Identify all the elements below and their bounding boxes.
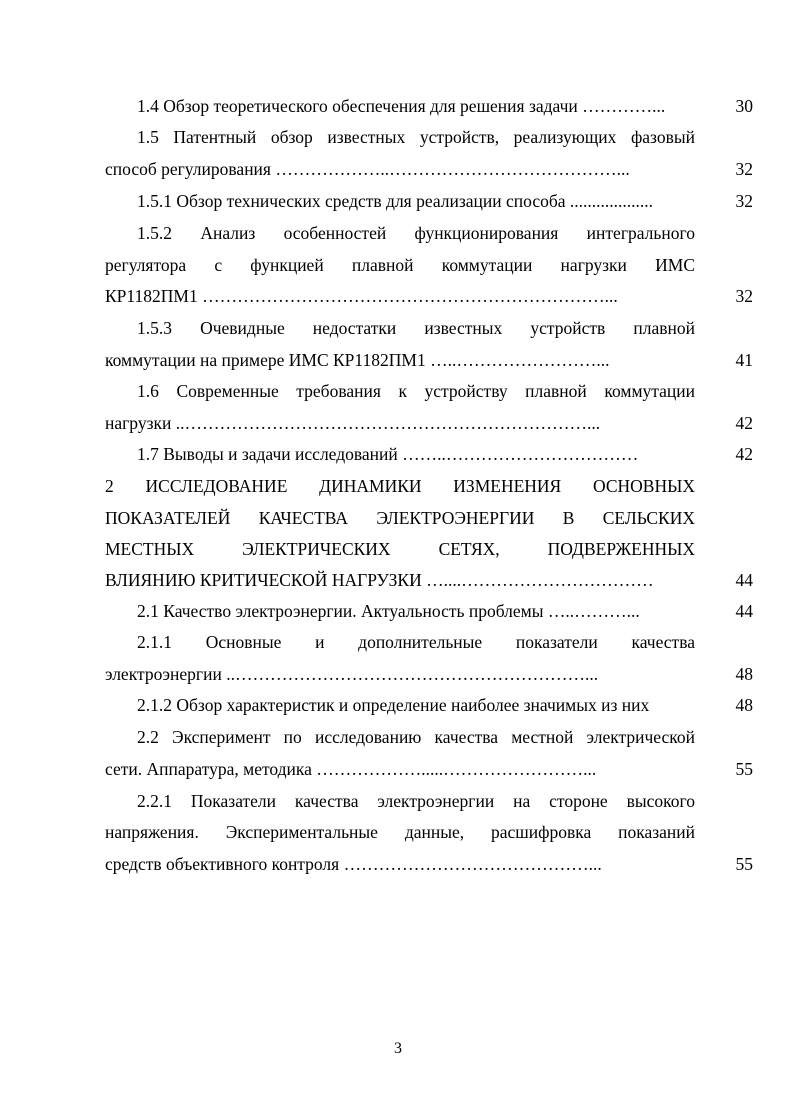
toc-page-number: 30 (735, 96, 753, 116)
toc-line: напряжения. Экспериментальные данные, расшифровка показаний (105, 822, 695, 842)
toc-line: 1.7 Выводы и задачи исследований ……..…………………………… (137, 444, 639, 464)
toc-line: сети. Аппаратура, методика ……………….....……………………... (105, 759, 597, 779)
toc-page-number: 44 (735, 601, 753, 621)
toc-line: КР1182ПМ1 ……………………………………………………………... (105, 286, 618, 306)
page-number: 3 (394, 1040, 402, 1057)
toc-page-number: 42 (735, 413, 753, 433)
toc-line: 1.5 Патентный обзор известных устройств, реализующих фазовый (137, 127, 695, 147)
toc-line: 2 ИССЛЕДОВАНИЕ ДИНАМИКИ ИЗМЕНЕНИЯ ОСНОВНЫХ (105, 476, 695, 496)
toc-line: МЕСТНЫХ ЭЛЕКТРИЧЕСКИХ СЕТЯХ, ПОДВЕРЖЕННЫХ (105, 539, 695, 559)
toc-page-number: 32 (735, 286, 753, 306)
toc-line: 2.1.2 Обзор характеристик и определение наиболее значимых из них (137, 695, 650, 715)
toc-line: 2.1 Качество электроэнергии. Актуальность проблемы …..………... (137, 601, 640, 621)
toc-line: 1.5.3 Очевидные недостатки известных устройств плавной (137, 318, 695, 338)
toc-line: 2.2 Эксперимент по исследованию качества местной электрической (137, 727, 695, 747)
toc-line: коммутации на примере ИМС КР1182ПМ1 …..……………………... (105, 350, 610, 370)
toc-line: способ регулирования ………………..…………………………………... (105, 159, 630, 179)
toc-page-number: 48 (735, 664, 753, 684)
toc-line: ВЛИЯНИЮ КРИТИЧЕСКОЙ НАГРУЗКИ …....…………………………… (105, 570, 654, 590)
toc-line: регулятора с функцией плавной коммутации нагрузки ИМС (105, 255, 695, 275)
toc-page-number: 41 (735, 350, 753, 370)
toc-page-number: 48 (735, 695, 753, 715)
toc-line: 1.5.2 Анализ особенностей функционирования интегрального (137, 223, 695, 243)
toc-line: ПОКАЗАТЕЛЕЙ КАЧЕСТВА ЭЛЕКТРОЭНЕРГИИ В СЕЛЬСКИХ (105, 508, 695, 528)
toc-line: 2.1.1 Основные и дополнительные показатели качества (137, 632, 695, 652)
toc-line: 1.5.1 Обзор технических средств для реализации способа ................... (137, 191, 654, 211)
toc-line: средств объективного контроля ……………………………………... (105, 854, 602, 874)
toc-line: 1.6 Современные требования к устройству плавной коммутации (137, 381, 695, 401)
toc-page-number: 42 (735, 444, 753, 464)
toc-line: нагрузки ..……………………………………………………………... (105, 413, 601, 433)
toc-page-number: 55 (735, 854, 753, 874)
toc-line: электроэнергии ..……………………………………………………... (105, 664, 599, 684)
toc-line: 2.2.1 Показатели качества электроэнергии на стороне высокого (137, 791, 695, 811)
toc-page-number: 32 (735, 159, 753, 179)
toc-page-number: 44 (735, 570, 753, 590)
toc-page-number: 32 (735, 191, 753, 211)
toc-page-number: 55 (735, 759, 753, 779)
toc-line: 1.4 Обзор теоретического обеспечения для решения задачи …………... (137, 96, 666, 116)
